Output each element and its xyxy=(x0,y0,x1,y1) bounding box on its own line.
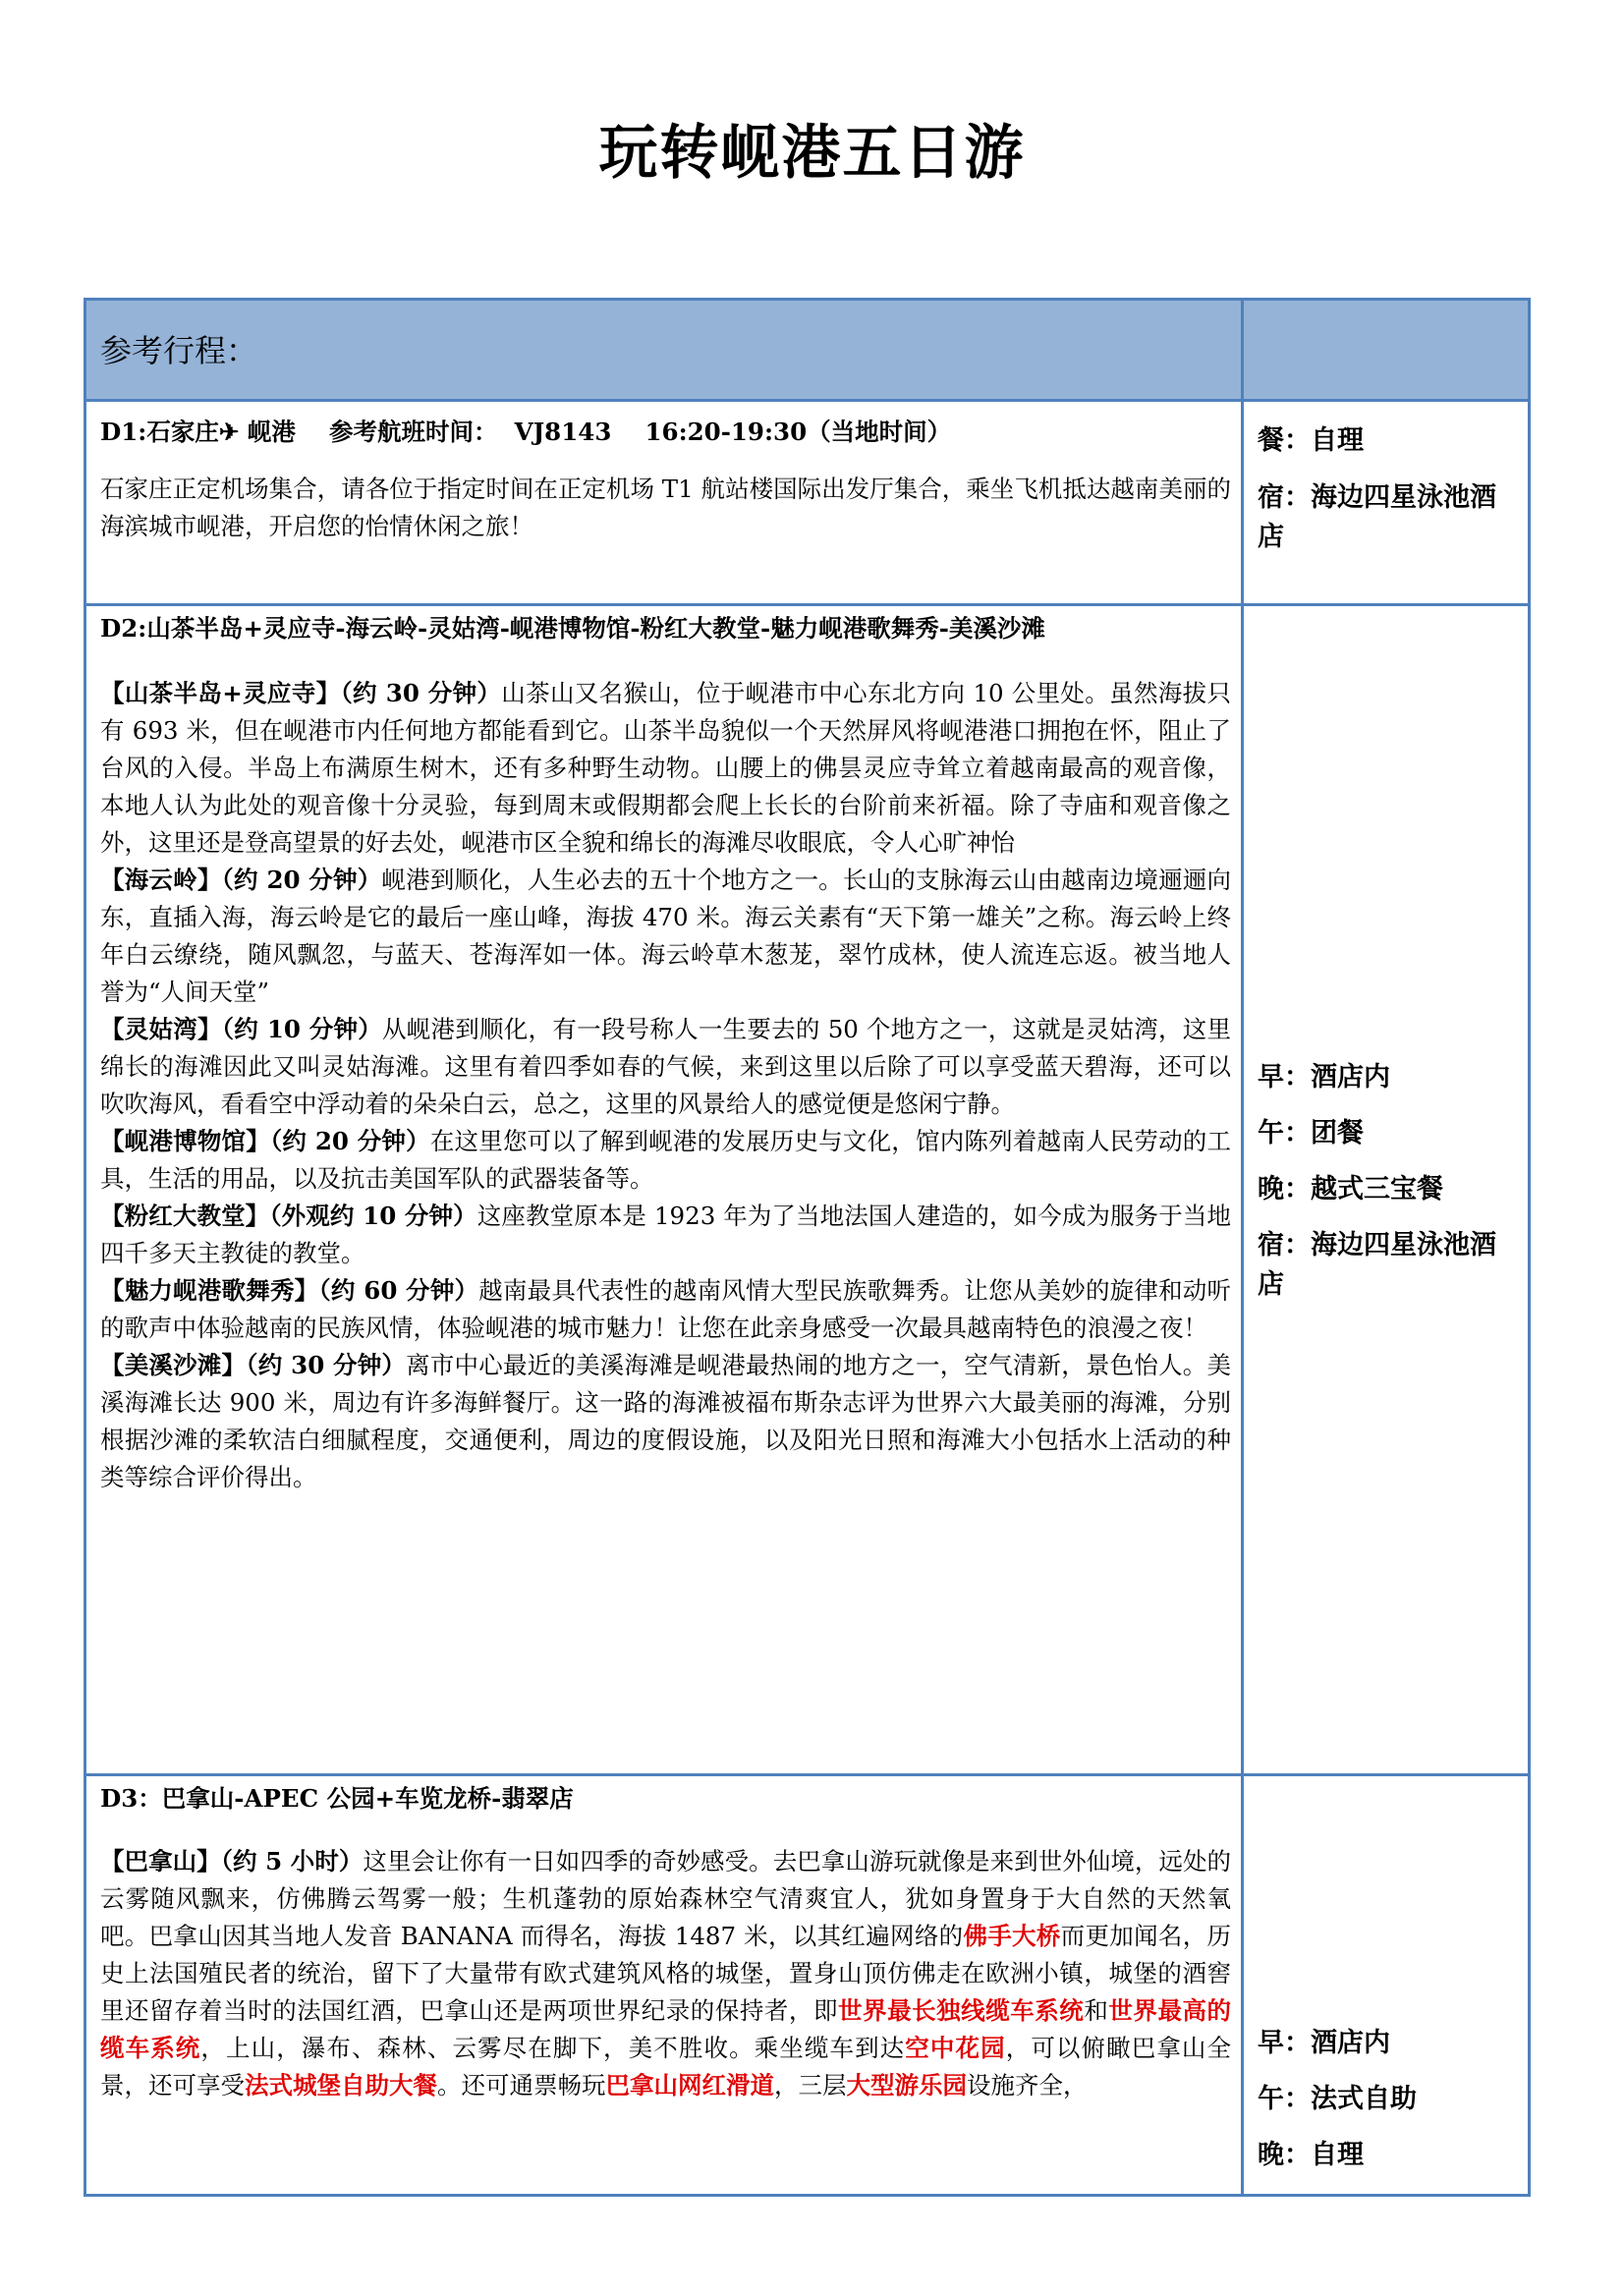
day3-itinerary-cell xyxy=(85,1775,1243,2196)
day3-dinner: 晚：自理 xyxy=(1258,2140,1364,2170)
spot-description: 离市中心最近的美溪海滩是岘港最热闹的地方之一，空气清新，景色怡人。美溪海滩长达 900 米，周边有许多海鲜餐厅。这一路的海滩被福布斯杂志评为世界六大最美丽的海滩，分别根据沙滩的柔软洁白细腻程度，交通便利，周边的度假设施，以及阳光日照和海滩大小包括水上活动的种类等综合评价得出。 xyxy=(100,1351,1232,1491)
spot-duration: （约 30 分钟） xyxy=(246,1351,407,1379)
highlight-text: 世界最长独线缆车系统 xyxy=(838,1996,1085,2025)
day2-lunch: 午：团餐 xyxy=(1258,1118,1364,1148)
list-item xyxy=(100,1011,1231,1123)
day1-title: D1:石家庄✈ 岘港 参考航班时间： VJ8143 16:20-19:30（当地时间） xyxy=(100,418,952,446)
spot-name: 【魅力岘港歌舞秀】 xyxy=(100,1276,319,1305)
table-header-row xyxy=(85,300,1530,401)
spot-duration: （约 20 分钟） xyxy=(269,1127,430,1155)
spot-name: 【灵姑湾】 xyxy=(100,1015,222,1043)
day3-row xyxy=(85,1775,1530,2196)
spot-duration: （约 30 分钟） xyxy=(340,679,502,707)
day2-dinner: 晚：越式三宝餐 xyxy=(1258,1174,1443,1204)
day2-meals-cell xyxy=(1243,605,1530,1775)
spot-description: 山茶山又名猴山，位于岘港市中心东北方向 10 公里处。虽然海拔只有 693 米，但在岘港市内任何地方都能看到它。山茶半岛貌似一个天然屏风将岘港港口拥抱在怀，阻止了台风的入侵。半岛上布满原生树木，还有多种野生动物。山腰上的佛昙灵应寺耸立着越南最高的观音像，本地人认为此处的观音像十分灵验，每到周末或假期都会爬上长长的台阶前来祈福。除了寺庙和观音像之外，这里还是登高望景的好去处，岘港市区全貌和绵长的海滩尽收眼底，令人心旷神怡 xyxy=(100,679,1231,857)
day1-meals-cell xyxy=(1243,401,1530,605)
spot-description: 这座教堂原本是 1923 年为了当地法国人建造的，如今成为服务于当地四千多天主教徒的教堂。 xyxy=(100,1202,1231,1267)
list-item xyxy=(100,1198,1231,1272)
highlight-text: 世界最高的缆车系统 xyxy=(100,1996,1232,2062)
list-item xyxy=(100,1272,1231,1347)
list-item xyxy=(100,1123,1231,1198)
spot-description: 和 xyxy=(1084,1996,1109,2025)
spot-description: ，可以俯瞰巴拿山全景，还可享受 xyxy=(100,2034,1232,2099)
spot-description: ，三层 xyxy=(774,2071,847,2099)
spot-name: 【山茶半岛+灵应寺】 xyxy=(100,679,341,707)
list-item xyxy=(100,1347,1231,1496)
spot-duration: （约 5 小时） xyxy=(220,1847,364,1875)
spot-description: 这里会让你有一日如四季的奇妙感受。去巴拿山游玩就像是来到世外仙境，远处的云雾随风飘来，仿佛腾云驾雾一般；生机蓬勃的原始森林空气清爽宜人，犹如身置身于大自然的天然氧吧。巴拿山因其当地人发音 BANANA 而得名，海拔 1487 米，以其红遍网络的 xyxy=(100,1847,1232,1950)
spot-duration: （约 10 分钟） xyxy=(221,1015,383,1043)
spot-description: 从岘港到顺化，有一段号称人一生要去的 50 个地方之一，这就是灵姑湾，这里绵长的海滩因此又叫灵姑海滩。这里有着四季如春的气候，来到这里以后除了可以享受蓝天碧海，还可以吹吹海风，看看空中浮动着的朵朵白云，总之，这里的风景给人的感觉便是悠闲宁静。 xyxy=(100,1015,1232,1118)
day2-hotel: 宿：海边四星泳池酒店 xyxy=(1258,1230,1496,1300)
spot-name: 【粉红大教堂】 xyxy=(100,1202,270,1230)
day1-meal: 餐：自理 xyxy=(1258,425,1364,456)
spot-name: 【海云岭】 xyxy=(100,866,222,894)
day1-hotel: 宿：海边四星泳池酒店 xyxy=(1258,482,1496,552)
header-right-cell xyxy=(1243,300,1530,401)
day2-breakfast: 早：酒店内 xyxy=(1258,1062,1390,1092)
list-item xyxy=(100,862,1231,1011)
spot-description: ，上山，瀑布、森林、云雾尽在脚下，美不胜收。乘坐缆车到达 xyxy=(200,2034,906,2062)
highlight-text: 佛手大桥 xyxy=(963,1922,1061,1950)
header-left-cell xyxy=(85,300,1243,401)
spot-description: 在这里您可以了解到岘港的发展历史与文化，馆内陈列着越南人民劳动的工具，生活的用品，以及抗击美国军队的武器装备等。 xyxy=(100,1127,1232,1193)
spot-duration: （约 20 分钟） xyxy=(221,866,382,894)
spot-duration: （约 60 分钟） xyxy=(318,1276,479,1305)
highlight-text: 法式城堡自助大餐 xyxy=(245,2071,437,2099)
spot-description: 岘港到顺化，人生必去的五十个地方之一。长山的支脉海云山由越南边境逦逦向东，直插入海，海云岭是它的最后一座山峰，海拔 470 米。海云关素有“天下第一雄关”之称。海云岭上终年白云缭绕，随风飘忽，与蓝天、苍海浑如一体。海云岭草木葱茏，翠竹成林，使人流连忘返。被当地人誉为“人间天堂” xyxy=(100,866,1232,1006)
day1-row xyxy=(85,401,1530,605)
list-item xyxy=(100,675,1231,862)
day1-itinerary-cell xyxy=(85,401,1243,605)
day2-itinerary-cell xyxy=(85,605,1243,1775)
day3-lunch: 午：法式自助 xyxy=(1258,2084,1417,2114)
spot-description: 设施齐全， xyxy=(967,2071,1088,2099)
spot-description: 而更加闻名，历史上法国殖民者的统治，留下了大量带有欧式建筑风格的城堡，置身山顶仿佛走在欧洲小镇，城堡的酒窖里还留存着当时的法国红酒，巴拿山还是两项世界纪录的保持者，即 xyxy=(100,1922,1232,2025)
spot-duration: （外观约 10 分钟） xyxy=(269,1202,477,1230)
day3-breakfast: 早：酒店内 xyxy=(1258,2028,1390,2058)
itinerary-header-label: 参考行程： xyxy=(100,332,258,369)
highlight-text: 巴拿山网红滑道 xyxy=(605,2071,774,2099)
day1-description: 石家庄正定机场集合，请各位于指定时间在正定机场 T1 航站楼国际出发厅集合，乘坐飞机抵达越南美丽的海滨城市岘港，开启您的怡情休闲之旅！ xyxy=(100,475,1231,540)
day3-meals-cell xyxy=(1243,1775,1530,2196)
day2-title: D2:山茶半岛+灵应寺-海云岭-灵姑湾-岘港博物馆-粉红大教堂-魅力岘港歌舞秀-美溪沙滩 xyxy=(100,614,1045,643)
spot-name: 【岘港博物馆】 xyxy=(100,1127,270,1155)
spot-description: 。还可通票畅玩 xyxy=(437,2071,606,2099)
highlight-text: 空中花园 xyxy=(905,2034,1006,2062)
itinerary-table xyxy=(84,298,1531,2197)
list-item xyxy=(100,1843,1231,2104)
spot-description: 越南最具代表性的越南风情大型民族歌舞秀。让您从美妙的旋律和动听的歌声中体验越南的民族风情，体验岘港的城市魅力！让您在此亲身感受一次最具越南特色的浪漫之夜！ xyxy=(100,1276,1232,1342)
highlight-text: 大型游乐园 xyxy=(846,2071,967,2099)
day3-title: D3：巴拿山-APEC 公园+车览龙桥-翡翠店 xyxy=(100,1784,574,1813)
spot-name: 【巴拿山】 xyxy=(100,1847,221,1875)
spot-name: 【美溪沙滩】 xyxy=(100,1351,247,1379)
page-title: 玩转岘港五日游 xyxy=(598,119,1026,188)
day2-row xyxy=(85,605,1530,1775)
